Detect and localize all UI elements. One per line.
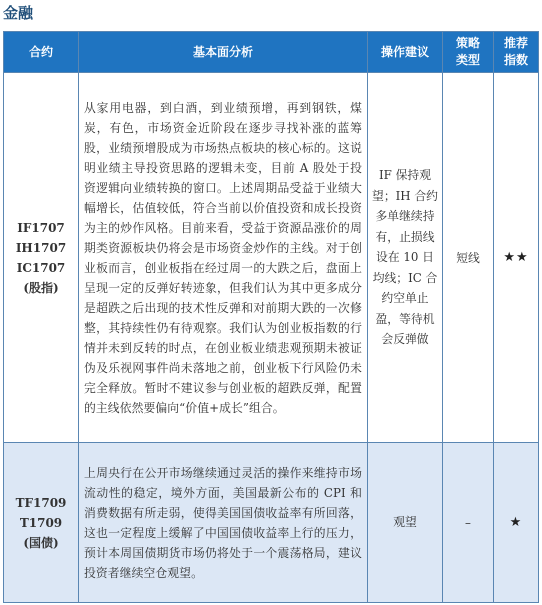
header-strategy [443, 32, 494, 73]
contract-code: IF1707 [17, 220, 65, 235]
header-rating [494, 32, 539, 73]
section-title: 金融 [3, 4, 34, 22]
contract-category: (国债) [23, 535, 59, 550]
analysis-cell: 上周央行在公开市场继续通过灵活的操作来维持市场流动性的稳定，境外方面，美国最新公布的 CPI 和消费数据有所走弱，使得美国国债收益率有所回落，这也一定程度上缓解了中国国债收益率上行的压力，预计本周国债期货市场仍将处于一个震荡格局，建议投资者继续空仓观望。 [79, 443, 368, 603]
contract-code: T1709 [19, 515, 63, 530]
strategy-cell: – [443, 443, 494, 603]
contract-code: TF1709 [15, 495, 67, 510]
rating-stars: ★ [494, 443, 539, 603]
advice-cell: IF 保持观望；IH 合约多单继续持有，止损线设在 10 日均线；IC 合约空单止盈，等待机会反弹做 [368, 73, 443, 443]
header-contract: 合约 [4, 32, 79, 73]
header-advice: 操作建议 [368, 32, 443, 73]
contract-cell [4, 73, 79, 443]
contract-cell [4, 443, 79, 603]
strategy-cell: 短线 [443, 73, 494, 443]
header-strategy-line2: 类型 [455, 53, 480, 67]
table-row [4, 73, 539, 443]
header-rating-line2: 指数 [503, 53, 528, 67]
header-strategy-line1: 策略 [455, 36, 480, 50]
recommendation-table [3, 31, 539, 603]
analysis-cell: 从家用电器，到白酒，到业绩预增，再到钢铁，煤炭，有色，市场资金近阶段在逐步寻找补涨的蓝筹股，业绩预增股成为市场热点板块的核心标的。这说明业绩主导投资思路的逻辑未变，目前 A 股处于投资逻辑向业绩转换的窗口。上述周期品受益于业绩大幅增长，估值较低，符合当前以价值投资和成长投资为主的炒作风格。目前来看，受益于资源品涨价的周期类资源板块仍将会是市场资金炒作的主线。对于创业板而言，创业板指在经过周一的大跌之后，盘面上呈现一定的反弹好转迹象，但我们认为其中更多成分是超跌之后出现的技术性反弹和对前期大跌的一次修整，其持续性仍有待观察。我们认为创业板指数的行情并未到反转的时点，在创业板业绩悲观预期未被证伪及乐视网事件尚未落地之前，创业板下行风险仍未完全释放。暂时不建议参与创业板的超跌反弹，配置的主线依然要偏向“价值+成长”组合。 [79, 73, 368, 443]
table-header-row [4, 32, 539, 73]
header-analysis: 基本面分析 [79, 32, 368, 73]
table-row [4, 443, 539, 603]
contract-code: IC1707 [16, 260, 66, 275]
contract-category: (股指) [23, 280, 59, 295]
rating-stars: ★★ [494, 73, 539, 443]
contract-code: IH1707 [15, 240, 67, 255]
advice-cell: 观望 [368, 443, 443, 603]
header-rating-line1: 推荐 [503, 36, 528, 50]
